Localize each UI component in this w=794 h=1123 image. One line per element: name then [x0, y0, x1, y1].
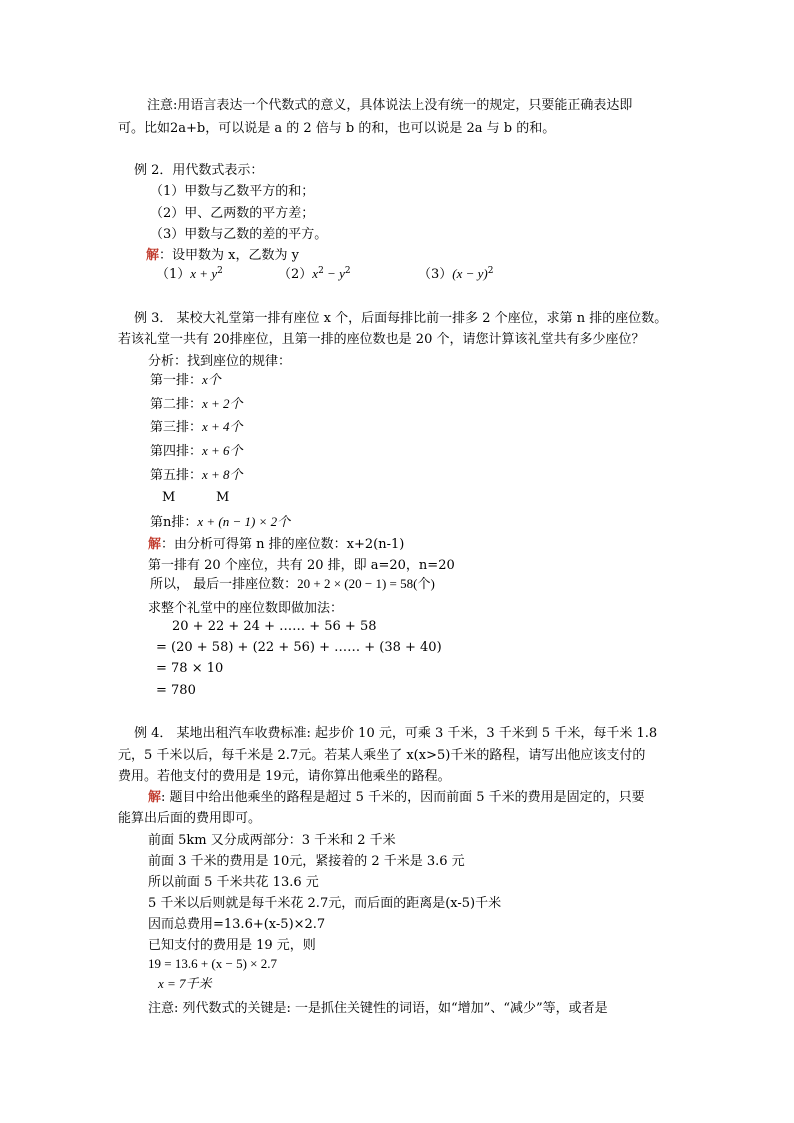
solution-text: : 题目中给出他乘坐的路程是超过 5 千米的，因而前面 5 千米的费用是固定的，只要 — [161, 790, 645, 805]
row-rule — [150, 419, 243, 436]
row-rule — [150, 443, 243, 460]
row-label: 第一排： — [150, 373, 203, 388]
solution-text: 所以， 最后一排座位数： — [150, 577, 298, 592]
row-expression: x个 — [202, 372, 221, 387]
analysis: 分析：找到座位的规律： — [148, 354, 292, 369]
row-label: 第二排： — [150, 397, 203, 412]
sum-line: = (20 + 58) + (22 + 56) + …… + (38 + 40) — [156, 640, 442, 655]
solution-text: ：由分析可得第 n 排的座位数：x+2(n-1) — [161, 537, 405, 552]
solution-label: 解 — [148, 790, 162, 805]
solution-step: 前面 5km 又分成两部分：3 千米和 2 千米 — [148, 833, 396, 848]
row-label: 第n排： — [150, 515, 198, 530]
solution-step: 5 千米以后则就是每千米花 2.7元，而后面的距离是(x-5)千米 — [148, 896, 502, 911]
ellipsis-mark: M — [216, 490, 230, 505]
answer-expression: − y — [323, 266, 345, 281]
solution-text: ：设甲数为 x，乙数为 y — [159, 248, 299, 263]
row-rule-n — [150, 514, 290, 531]
answer-label: （3） — [418, 267, 453, 282]
answer-label: （1） — [156, 267, 191, 282]
example-4-line-2: 元，5 千米以后，每千米是 2.7元。若某人乘坐了 x(x>5)千米的路程，请写出他应该支付的 — [118, 748, 646, 763]
sum-line: = 78 × 10 — [156, 661, 224, 676]
exponent: 2 — [318, 266, 324, 276]
row-rule — [150, 372, 221, 389]
answer-expression: x — [312, 266, 319, 281]
example-2-item: （1）甲数与乙数平方的和； — [150, 184, 315, 199]
example-2-item: （3）甲数与乙数的差的平方。 — [150, 227, 328, 242]
answer-1 — [156, 266, 223, 283]
solution-step: 已知支付的费用是 19 元，则 — [148, 938, 316, 953]
equation: 19 = 13.6 + (x − 5) × 2.7 — [148, 956, 277, 971]
row-label: 第五排： — [150, 468, 203, 483]
example-4-line-3: 费用。若他支付的费用是 19元，请你算出他乘坐的路程。 — [118, 769, 451, 784]
row-expression: x + (n − 1) × 2个 — [197, 514, 291, 529]
answer-expression: x + y — [190, 266, 218, 281]
example-3-line-1: 例 3． 某校大礼堂第一排有座位 x 个，后面每排比前一排多 2 个座位，求第 n 排的座位数。 — [134, 311, 668, 326]
row-label: 第三排： — [150, 420, 203, 435]
sum-line: = 780 — [156, 683, 196, 698]
solution-label: 解 — [148, 537, 162, 552]
ellipsis-mark: M — [162, 490, 176, 505]
row-rule — [150, 467, 243, 484]
example-4-solution — [148, 790, 645, 806]
solution-formula: 20 + 2 × (20 − 1) = 58(个) — [297, 576, 435, 591]
answer-2 — [278, 266, 351, 283]
solution-line: 能算出后面的费用即可。 — [118, 811, 262, 826]
answer-label: （2） — [278, 267, 313, 282]
solution-step: 前面 3 千米的费用是 10元，紧接着的 2 千米是 3.6 元 — [148, 854, 465, 869]
example-2-item: （2）甲、乙两数的平方差； — [150, 206, 315, 221]
sum-line: 20 + 22 + 24 + …… + 56 + 58 — [172, 619, 377, 634]
example-3-line-2: 若该礼堂一共有 20排座位，且第一排的座位数也是 20 个，请您计算该礼堂共有多少座位？ — [118, 332, 645, 347]
solution-line — [150, 576, 435, 593]
exponent: 2 — [344, 266, 351, 276]
note-final: 注意: 列代数式的关键是: 一是抓住关键性的词语，如“增加”、“减少”等，或者是 — [148, 1001, 608, 1016]
row-expression: x + 4个 — [202, 419, 243, 434]
solution-label: 解 — [146, 248, 160, 263]
example-3-solution — [148, 537, 404, 553]
exponent: 2 — [487, 266, 494, 276]
answer-3 — [418, 266, 494, 283]
note-line-1: 注意:用语言表达一个代数式的意义，具体说法上没有统一的规定，只要能正确表达即 — [147, 98, 633, 113]
solution-line: 第一排有 20 个座位，共有 20 排，即 a=20，n=20 — [148, 558, 455, 573]
row-expression: x + 6个 — [202, 443, 243, 458]
example-2-solution — [146, 248, 299, 264]
sum-intro: 求整个礼堂中的座位数即做加法： — [148, 601, 344, 616]
example-2-title: 例 2．用代数式表示： — [134, 163, 264, 178]
solution-step: 所以前面 5 千米共花 13.6 元 — [148, 875, 319, 890]
example-4-line-1: 例 4． 某地出租汽车收费标准: 起步价 10 元，可乘 3 千米，3 千米到 5 千米，每千米 1.8 — [134, 726, 658, 741]
answer-expression: (x − y) — [452, 266, 488, 281]
row-label: 第四排： — [150, 444, 203, 459]
equation-result: x = 7千米 — [158, 976, 212, 991]
row-expression: x + 8个 — [202, 467, 243, 482]
row-expression: x + 2个 — [202, 396, 243, 411]
solution-step: 因而总费用=13.6+(x-5)×2.7 — [148, 917, 326, 932]
note-line-2: 可。比如2a+b，可以说是 a 的 2 倍与 b 的和，也可以说是 2a 与 b 的和。 — [118, 121, 556, 136]
exponent: 2 — [217, 266, 223, 276]
row-rule — [150, 396, 243, 413]
